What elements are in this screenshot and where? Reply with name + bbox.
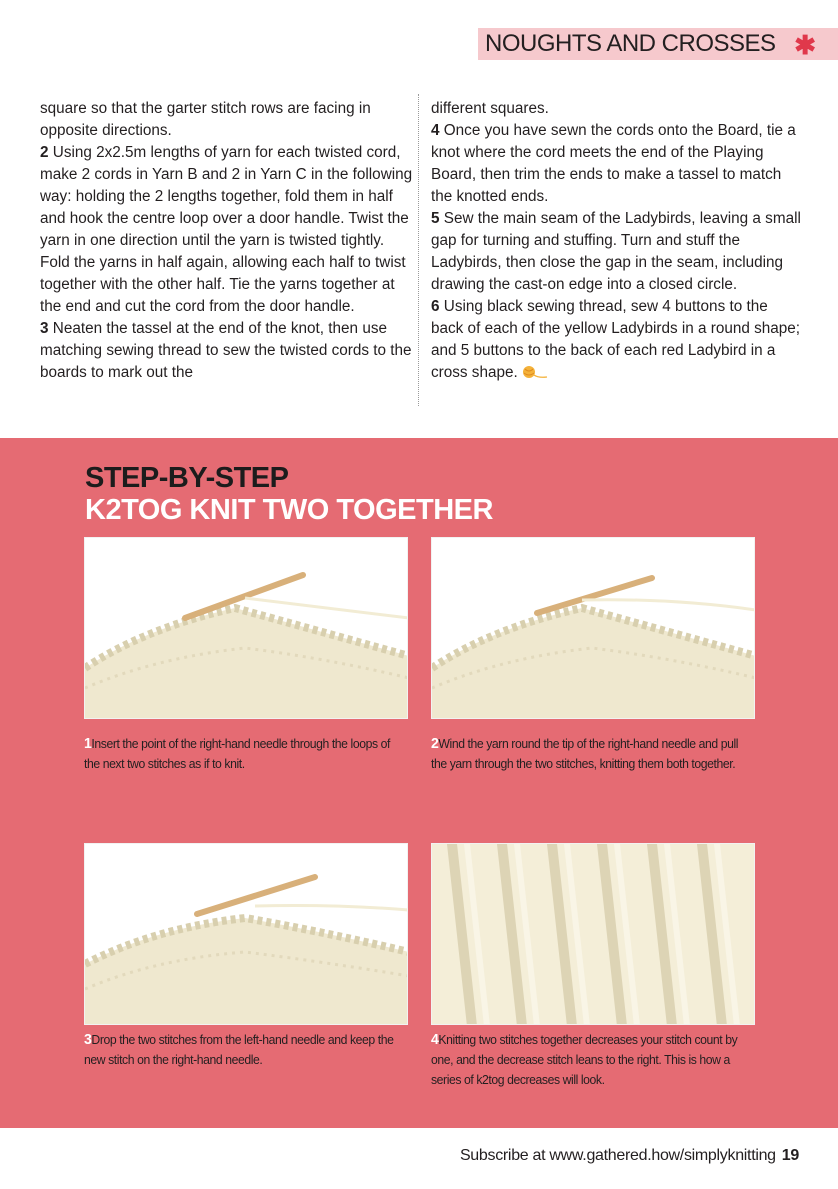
section-title: NOUGHTS AND CROSSES — [485, 30, 776, 57]
step-number: 2 — [40, 144, 49, 161]
subscribe-link[interactable]: Subscribe at www.gathered.how/simplyknitting — [459, 1147, 776, 1164]
step-heading — [85, 462, 493, 526]
paragraph-text: Once you have sewn the cords onto the Board, tie a knot where the cord meets the end of the Playing Board, then trim the ends to make a tassel to match the knotted ends. — [431, 122, 796, 205]
star-icon: ✱ — [794, 30, 816, 60]
paragraph — [431, 208, 801, 296]
caption-number: 2 — [431, 735, 439, 752]
step-number: 5 — [431, 210, 440, 227]
step-caption-2 — [431, 734, 741, 774]
caption-text: Knitting two stitches together decreases your stitch count by one, and the decrease stitch leans to the right. This is how a series of k2tog decreases will look. — [431, 1032, 738, 1087]
column-divider — [418, 94, 419, 406]
step-caption-4 — [431, 1030, 741, 1090]
step-number: 4 — [431, 122, 440, 139]
caption-text: Wind the yarn round the tip of the right-hand needle and pull the yarn through the two stitches, knitting them both together. — [431, 736, 739, 771]
step-caption-3 — [84, 1030, 394, 1070]
step-number: 6 — [431, 298, 440, 315]
page-footer — [460, 1146, 799, 1166]
paragraph — [40, 142, 415, 318]
paragraph — [431, 98, 801, 120]
heading-line-1: STEP-BY-STEP — [85, 462, 289, 494]
section-header — [478, 28, 838, 60]
page-number: 19 — [781, 1147, 799, 1164]
step-photo-1 — [84, 537, 408, 719]
text-column-left — [40, 98, 415, 384]
step-photo-3 — [84, 843, 408, 1025]
caption-text: Drop the two stitches from the left-hand needle and keep the new stitch on the right-hand needle. — [84, 1032, 394, 1067]
paragraph — [431, 296, 801, 384]
caption-number: 4 — [431, 1031, 439, 1048]
paragraph — [40, 318, 415, 384]
paragraph-text: Sew the main seam of the Ladybirds, leaving a small gap for turning and stuffing. Turn and stuff the Ladybirds, then close the gap in the seam, including drawing the cast-on edge into a closed circle. — [431, 210, 801, 293]
text-column-right — [431, 98, 801, 384]
paragraph-text: Using black sewing thread, sew 4 buttons to the back of each of the yellow Ladybirds in a round shape; and 5 buttons to the back of each red Ladybird in a cross shape. — [431, 298, 801, 381]
paragraph-text: Using 2x2.5m lengths of yarn for each twisted cord, make 2 cords in Yarn B and 2 in Yarn C in the following way: holding the 2 lengths together, fold them in half and hook the centre loop over a door handle. Twist the yarn in one direction until the yarn is twisted tightly. Fold the yarns in half again, allowing each half to twist together with the other half. Tie the yarns together at the end and cut the cord from the door handle. — [40, 144, 413, 315]
step-photo-4 — [431, 843, 755, 1025]
paragraph-text: square so that the garter stitch rows are facing in opposite directions. — [40, 100, 371, 139]
step-number: 3 — [40, 320, 49, 337]
paragraph — [40, 98, 415, 142]
paragraph — [431, 120, 801, 208]
step-photo-2 — [431, 537, 755, 719]
paragraph-text: different squares. — [431, 100, 549, 117]
caption-number: 3 — [84, 1031, 92, 1048]
yarn-ball-icon — [522, 364, 546, 378]
paragraph-text: Neaten the tassel at the end of the knot, then use matching sewing thread to sew the twisted cords to the boards to mark out the — [40, 320, 412, 381]
step-caption-1 — [84, 734, 394, 774]
caption-number: 1 — [84, 735, 92, 752]
caption-text: Insert the point of the right-hand needle through the loops of the next two stitches as if to knit. — [84, 736, 390, 771]
heading-line-2: K2TOG KNIT TWO TOGETHER — [85, 494, 493, 526]
